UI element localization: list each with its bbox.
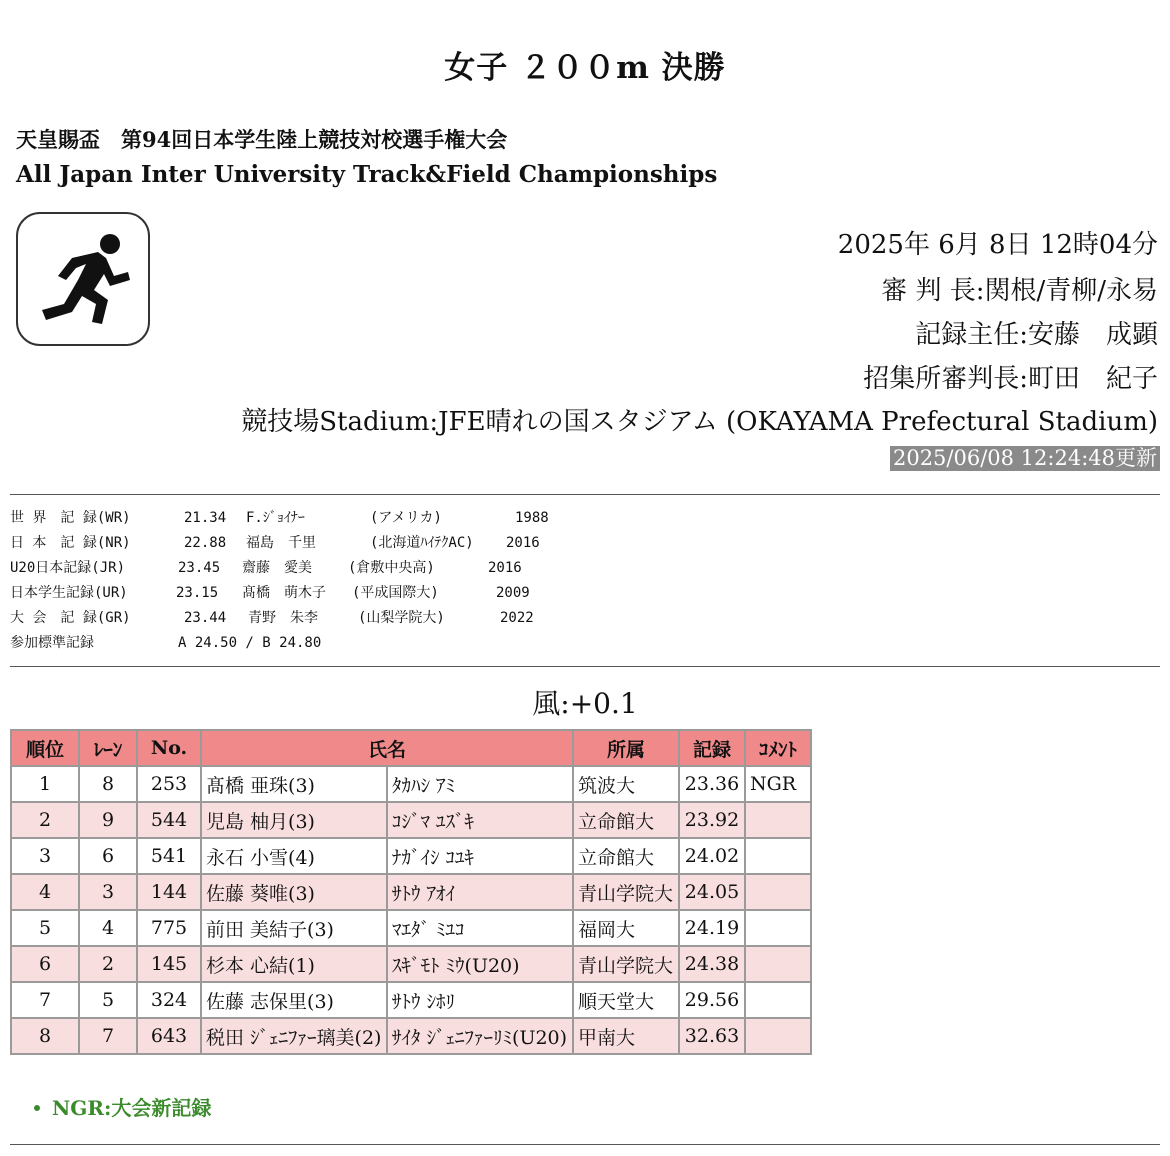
record-holder: 齋藤 愛美 <box>242 560 312 576</box>
cell-rank: 1 <box>11 766 79 802</box>
cell-rank: 2 <box>11 802 79 838</box>
sprinter-pictogram-icon <box>32 228 136 332</box>
record-time: 22.88 <box>184 535 227 551</box>
header-lane: ﾚｰﾝ <box>79 730 137 766</box>
note-text: NGR:大会新記録 <box>52 1096 212 1120</box>
cell-no: 643 <box>137 1018 201 1054</box>
cell-no: 775 <box>137 910 201 946</box>
header-time: 記録 <box>679 730 745 766</box>
bullet-icon <box>34 1105 40 1111</box>
record-label: 日本学生記録(UR) <box>10 585 128 601</box>
recorder: 記録主任:安藤 成顕 <box>915 320 1158 350</box>
cell-lane: 8 <box>79 766 137 802</box>
cell-name: 税田 ｼﾞｪﾆﾌｧｰ璃美(2) <box>201 1018 387 1054</box>
referee: 審 判 長:関根/青柳/永易 <box>881 276 1158 306</box>
standard-label: 参加標準記録 <box>10 635 94 651</box>
header-name: 氏名 <box>201 730 573 766</box>
record-team: (平成国際大) <box>352 585 439 601</box>
meet-name-en: All Japan Inter University Track&Field Championships <box>16 161 718 188</box>
table-row <box>11 1018 811 1054</box>
cell-time: 23.92 <box>679 802 745 838</box>
record-team: (アメリカ) <box>370 510 442 526</box>
cell-lane: 5 <box>79 982 137 1018</box>
cell-team: 青山学院大 <box>573 874 679 910</box>
cell-no: 541 <box>137 838 201 874</box>
cell-rank: 3 <box>11 838 79 874</box>
cell-rank: 4 <box>11 874 79 910</box>
record-team: (山梨学院大) <box>358 610 445 626</box>
cell-name: 杉本 心結(1) <box>201 946 387 982</box>
cell-team: 福岡大 <box>573 910 679 946</box>
cell-rank: 8 <box>11 1018 79 1054</box>
cell-kana: ﾀｶﾊｼ ｱﾐ <box>387 766 573 802</box>
cell-name: 髙橋 亜珠(3) <box>201 766 387 802</box>
record-label: 大 会 記 録(GR) <box>10 610 131 626</box>
cell-comment <box>745 802 811 838</box>
record-time: 23.15 <box>176 585 219 601</box>
cell-no: 544 <box>137 802 201 838</box>
cell-lane: 2 <box>79 946 137 982</box>
cell-lane: 3 <box>79 874 137 910</box>
page-title: 女子 ２００m 決勝 <box>444 50 726 86</box>
cell-no: 145 <box>137 946 201 982</box>
cell-rank: 6 <box>11 946 79 982</box>
cell-kana: ｻﾄｳ ｼﾎﾘ <box>387 982 573 1018</box>
divider <box>10 494 1160 495</box>
record-team: (倉敷中央高) <box>348 560 435 576</box>
cell-time: 24.19 <box>679 910 745 946</box>
cell-time: 24.02 <box>679 838 745 874</box>
divider <box>10 1144 1160 1145</box>
meet-name-ja: 天皇賜盃 第94回日本学生陸上競技対校選手権大会 <box>16 127 508 152</box>
record-team: (北海道ﾊｲﾃｸAC) <box>370 535 474 551</box>
record-holder: 青野 朱李 <box>248 610 318 626</box>
call-room-referee: 招集所審判長:町田 紀子 <box>863 364 1158 394</box>
cell-kana: ｻｲﾀ ｼﾞｪﾆﾌｧｰﾘﾐ(U20) <box>387 1018 573 1054</box>
record-label: 日 本 記 録(NR) <box>10 535 131 551</box>
cell-name: 佐藤 志保里(3) <box>201 982 387 1018</box>
header-comment: ｺﾒﾝﾄ <box>745 730 811 766</box>
table-row <box>11 946 811 982</box>
record-holder: 髙橋 萌木子 <box>242 585 326 601</box>
record-label: 世 界 記 録(WR) <box>10 510 131 526</box>
cell-no: 324 <box>137 982 201 1018</box>
cell-comment <box>745 874 811 910</box>
cell-kana: ｽｷﾞﾓﾄ ﾐｳ(U20) <box>387 946 573 982</box>
cell-kana: ﾏｴﾀﾞ ﾐﾕｺ <box>387 910 573 946</box>
cell-lane: 7 <box>79 1018 137 1054</box>
cell-comment: NGR <box>745 766 811 802</box>
cell-rank: 5 <box>11 910 79 946</box>
cell-lane: 4 <box>79 910 137 946</box>
record-year: 2022 <box>500 610 534 626</box>
legend-note <box>34 1092 211 1121</box>
cell-comment <box>745 838 811 874</box>
stadium: 競技場Stadium:JFE晴れの国スタジアム (OKAYAMA Prefectural Stadium) <box>241 407 1158 437</box>
table-row <box>11 982 811 1018</box>
header-team: 所属 <box>573 730 679 766</box>
record-holder: F.ｼﾞｮｲﾅｰ <box>246 510 305 526</box>
record-label: U20日本記録(JR) <box>10 560 126 576</box>
cell-team: 立命館大 <box>573 838 679 874</box>
cell-team: 順天堂大 <box>573 982 679 1018</box>
cell-no: 144 <box>137 874 201 910</box>
standard-value: A 24.50 / B 24.80 <box>178 635 322 651</box>
record-time: 23.45 <box>178 560 221 576</box>
cell-name: 永石 小雪(4) <box>201 838 387 874</box>
cell-name: 児島 柚月(3) <box>201 802 387 838</box>
sprinter-logo <box>16 212 150 346</box>
cell-time: 23.36 <box>679 766 745 802</box>
cell-name: 前田 美結子(3) <box>201 910 387 946</box>
record-holder: 福島 千里 <box>246 535 316 551</box>
cell-name: 佐藤 葵唯(3) <box>201 874 387 910</box>
date-time: 2025年 6月 8日 12時04分 <box>837 230 1158 260</box>
table-row <box>11 910 811 946</box>
record-year: 2016 <box>506 535 540 551</box>
updated-timestamp: 2025/06/08 12:24:48更新 <box>890 446 1160 471</box>
cell-comment <box>745 1018 811 1054</box>
table-row <box>11 802 811 838</box>
cell-kana: ﾅｶﾞｲｼ ｺﾕｷ <box>387 838 573 874</box>
cell-lane: 9 <box>79 802 137 838</box>
cell-time: 29.56 <box>679 982 745 1018</box>
header-no: No. <box>137 730 201 766</box>
cell-comment <box>745 946 811 982</box>
record-time: 23.44 <box>184 610 227 626</box>
cell-lane: 6 <box>79 838 137 874</box>
table-row <box>11 766 811 802</box>
table-header-row <box>11 730 811 766</box>
cell-time: 24.38 <box>679 946 745 982</box>
table-row <box>11 838 811 874</box>
cell-time: 32.63 <box>679 1018 745 1054</box>
cell-kana: ｻﾄｳ ｱｵｲ <box>387 874 573 910</box>
cell-team: 筑波大 <box>573 766 679 802</box>
record-year: 1988 <box>515 510 549 526</box>
cell-comment <box>745 910 811 946</box>
cell-kana: ｺｼﾞﾏ ﾕｽﾞｷ <box>387 802 573 838</box>
cell-no: 253 <box>137 766 201 802</box>
results-table <box>10 729 812 1055</box>
cell-comment <box>745 982 811 1018</box>
cell-team: 青山学院大 <box>573 946 679 982</box>
record-year: 2009 <box>496 585 530 601</box>
cell-team: 立命館大 <box>573 802 679 838</box>
wind-reading: 風:+0.1 <box>532 687 638 720</box>
divider <box>10 666 1160 667</box>
record-time: 21.34 <box>184 510 227 526</box>
cell-time: 24.05 <box>679 874 745 910</box>
cell-team: 甲南大 <box>573 1018 679 1054</box>
cell-rank: 7 <box>11 982 79 1018</box>
record-year: 2016 <box>488 560 522 576</box>
table-row <box>11 874 811 910</box>
header-rank: 順位 <box>11 730 79 766</box>
